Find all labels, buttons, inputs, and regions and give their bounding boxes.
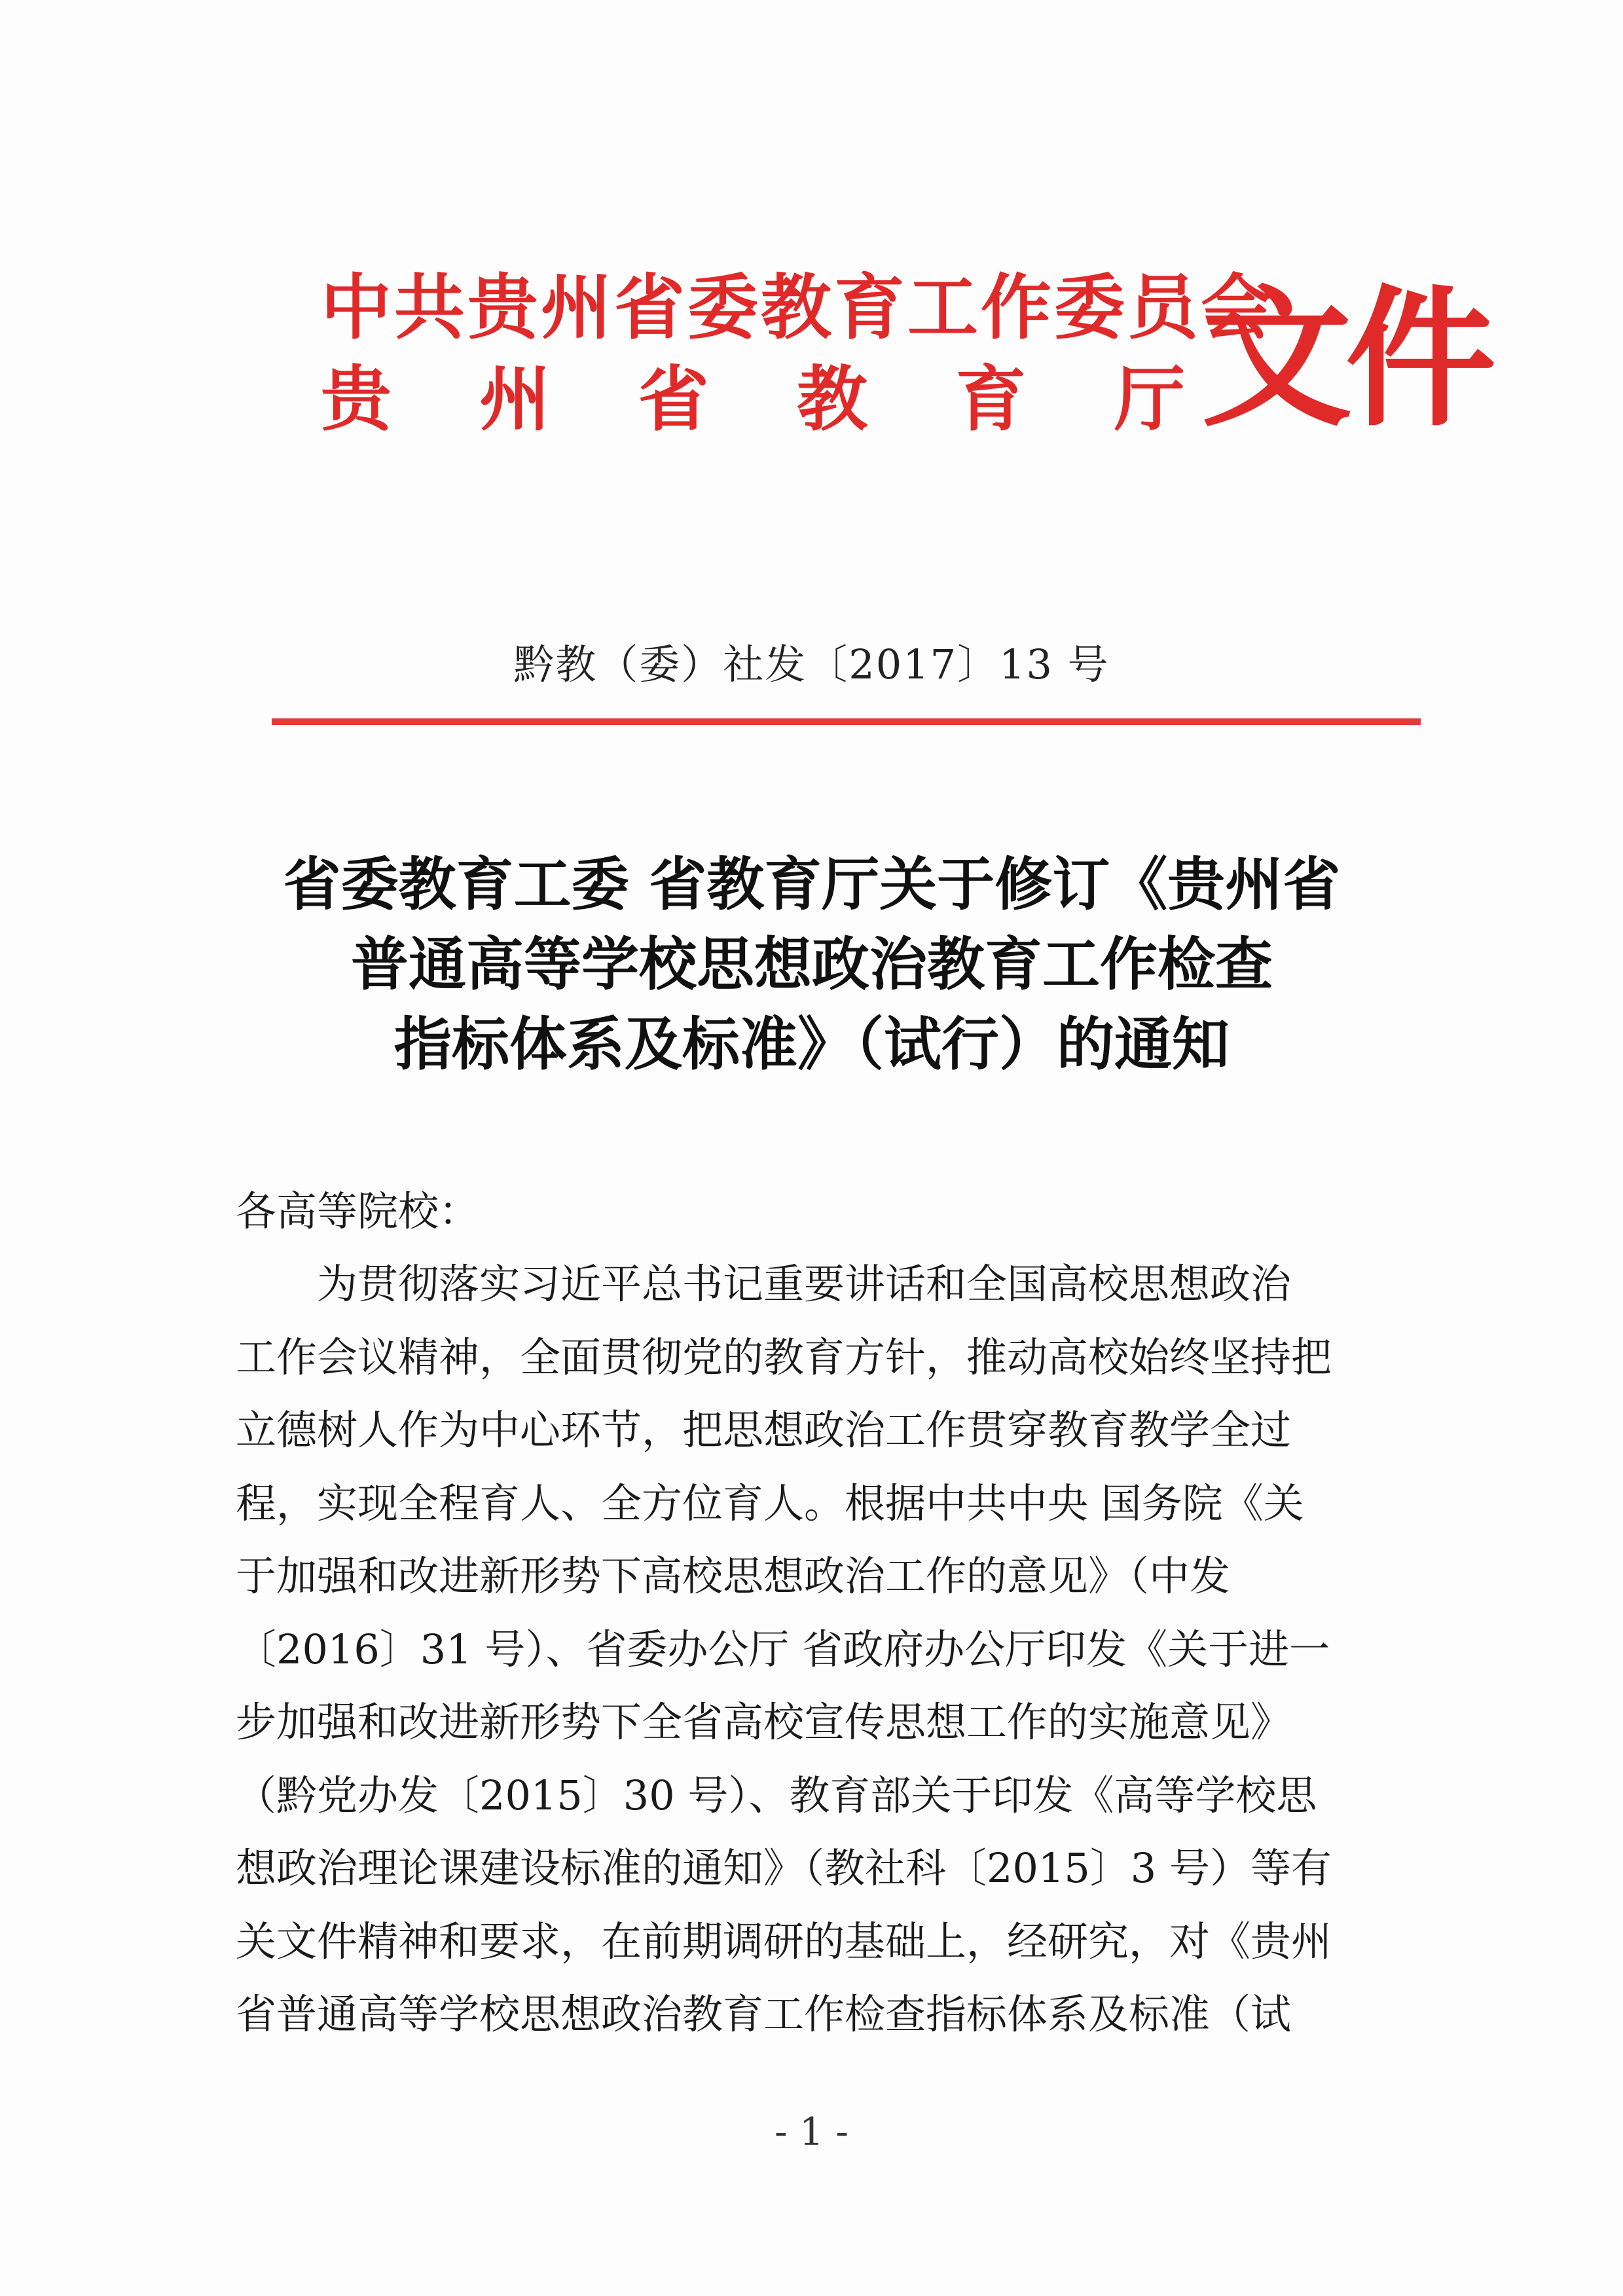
document-title: [196, 845, 1427, 1084]
red-divider-rule: [272, 718, 1421, 725]
document-number: 黔教（委）社发〔2017〕13 号: [513, 640, 1110, 688]
title-line-1: 省委教育工委 省教育厅关于修订《贵州省: [283, 851, 1341, 918]
masthead-char: 教: [797, 358, 868, 441]
body-line: 为贯彻落实习近平总书记重要讲话和全国高校思想政治: [317, 1260, 1292, 1308]
salutation: 各高等院校：: [236, 1187, 480, 1235]
page-number: - 1 -: [775, 2109, 848, 2154]
body-line: 〔2016〕31 号）、省委办公厅 省政府办公厅印发《关于进一: [236, 1625, 1330, 1673]
title-line-3: 指标体系及标准》（试行）的通知: [393, 1010, 1230, 1078]
body-paragraph: [236, 1248, 1395, 2051]
body-line: 工作会议精神，全面贯彻党的教育方针，推动高校始终坚持把: [236, 1333, 1332, 1381]
body-line: 省普通高等学校思想政治教育工作检查指标体系及标准（试: [236, 1990, 1292, 2038]
title-line-2: 普通高等学校思想政治教育工作检查: [350, 931, 1273, 998]
body-line: 步加强和改进新形势下全省高校宣传思想工作的实施意见》: [236, 1698, 1292, 1746]
body-line: 程，实现全程育人、全方位育人。根据中共中央 国务院《关: [236, 1479, 1304, 1527]
masthead-char: 厅: [1114, 358, 1185, 441]
body-line: 于加强和改进新形势下高校思想政治工作的意见》（中发: [236, 1552, 1231, 1600]
masthead-char: 育: [955, 358, 1027, 441]
masthead-char: 贵: [321, 358, 392, 441]
body-line: 立德树人作为中心环节，把思想政治工作贯穿教育教学全过: [236, 1406, 1292, 1454]
masthead-issuer-1: 中共贵州省委教育工作委员会: [321, 267, 1275, 349]
body-line: 关文件精神和要求，在前期调研的基础上，经研究，对《贵州: [236, 1917, 1332, 1965]
masthead: [321, 255, 1490, 465]
masthead-char: 省: [638, 358, 709, 441]
body-line: 想政治理论课建设标准的通知》（教社科〔2015〕3 号）等有: [236, 1844, 1332, 1892]
masthead-issuer-2: [321, 360, 1185, 439]
masthead-document-label: 文件: [1201, 272, 1490, 447]
body-line: （黔党办发〔2015〕30 号）、教育部关于印发《高等学校思: [236, 1771, 1317, 1819]
masthead-char: 州: [479, 358, 551, 441]
